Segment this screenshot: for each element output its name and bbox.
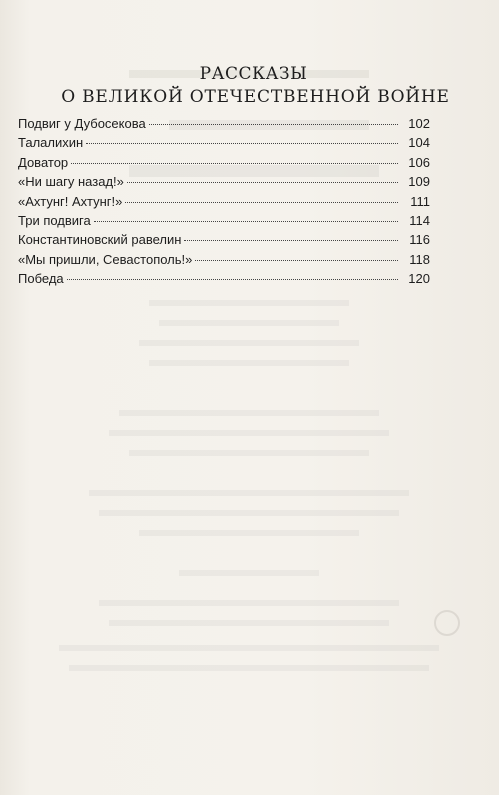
- toc-entry-page: 114: [409, 212, 430, 228]
- toc-entry-page: 116: [409, 232, 430, 248]
- toc-entry-title: Подвиг у Дубосекова: [18, 116, 146, 131]
- toc-entry-page: 106: [408, 154, 430, 170]
- dot-leader: [149, 124, 398, 125]
- heading-line-1: РАССКАЗЫ: [199, 64, 308, 84]
- toc-entry: [18, 133, 430, 152]
- toc-entry-title: Победа: [18, 271, 64, 287]
- toc-entry: [18, 250, 430, 269]
- age-rating-badge-bleed: [434, 610, 460, 636]
- toc-entry: [18, 172, 430, 191]
- toc-entry-page: 109: [408, 174, 430, 190]
- dot-leader: [71, 163, 398, 164]
- toc-entry-title: Три подвига: [18, 212, 91, 228]
- dot-leader: [94, 221, 398, 222]
- section-heading: [0, 63, 499, 108]
- toc-entry: [18, 230, 430, 249]
- toc-entry-title: Константиновский равелин: [18, 232, 182, 248]
- toc-entry: [18, 211, 430, 230]
- toc-entry-page: 120: [408, 271, 430, 287]
- toc-entry: [18, 153, 430, 172]
- dot-leader: [86, 143, 398, 144]
- toc-entry-title: «Ахтунг! Ахтунг!»: [18, 193, 123, 209]
- toc-entry-title: Талалихин: [18, 135, 84, 151]
- toc-entry-title: «Ни шагу назад!»: [18, 174, 124, 190]
- table-of-contents: [18, 114, 430, 289]
- toc-entry-title: «Мы пришли, Севастополь!»: [18, 251, 193, 267]
- dot-leader: [127, 182, 398, 183]
- heading-line-2: О ВЕЛИКОЙ ОТЕЧЕСТВЕННОЙ ВОЙНЕ: [61, 87, 450, 107]
- dot-leader: [195, 260, 398, 261]
- dot-leader: [67, 279, 398, 280]
- dot-leader: [184, 240, 398, 241]
- toc-entry-page: 118: [409, 251, 430, 267]
- dot-leader: [125, 202, 398, 203]
- toc-entry-page: 104: [408, 135, 430, 151]
- toc-entry-title: Доватор: [18, 154, 69, 170]
- toc-entry: [18, 192, 430, 211]
- toc-entry-page: 111: [410, 193, 430, 209]
- toc-entry: [18, 269, 430, 288]
- toc-entry: [18, 114, 430, 133]
- toc-entry-page: 102: [408, 116, 430, 131]
